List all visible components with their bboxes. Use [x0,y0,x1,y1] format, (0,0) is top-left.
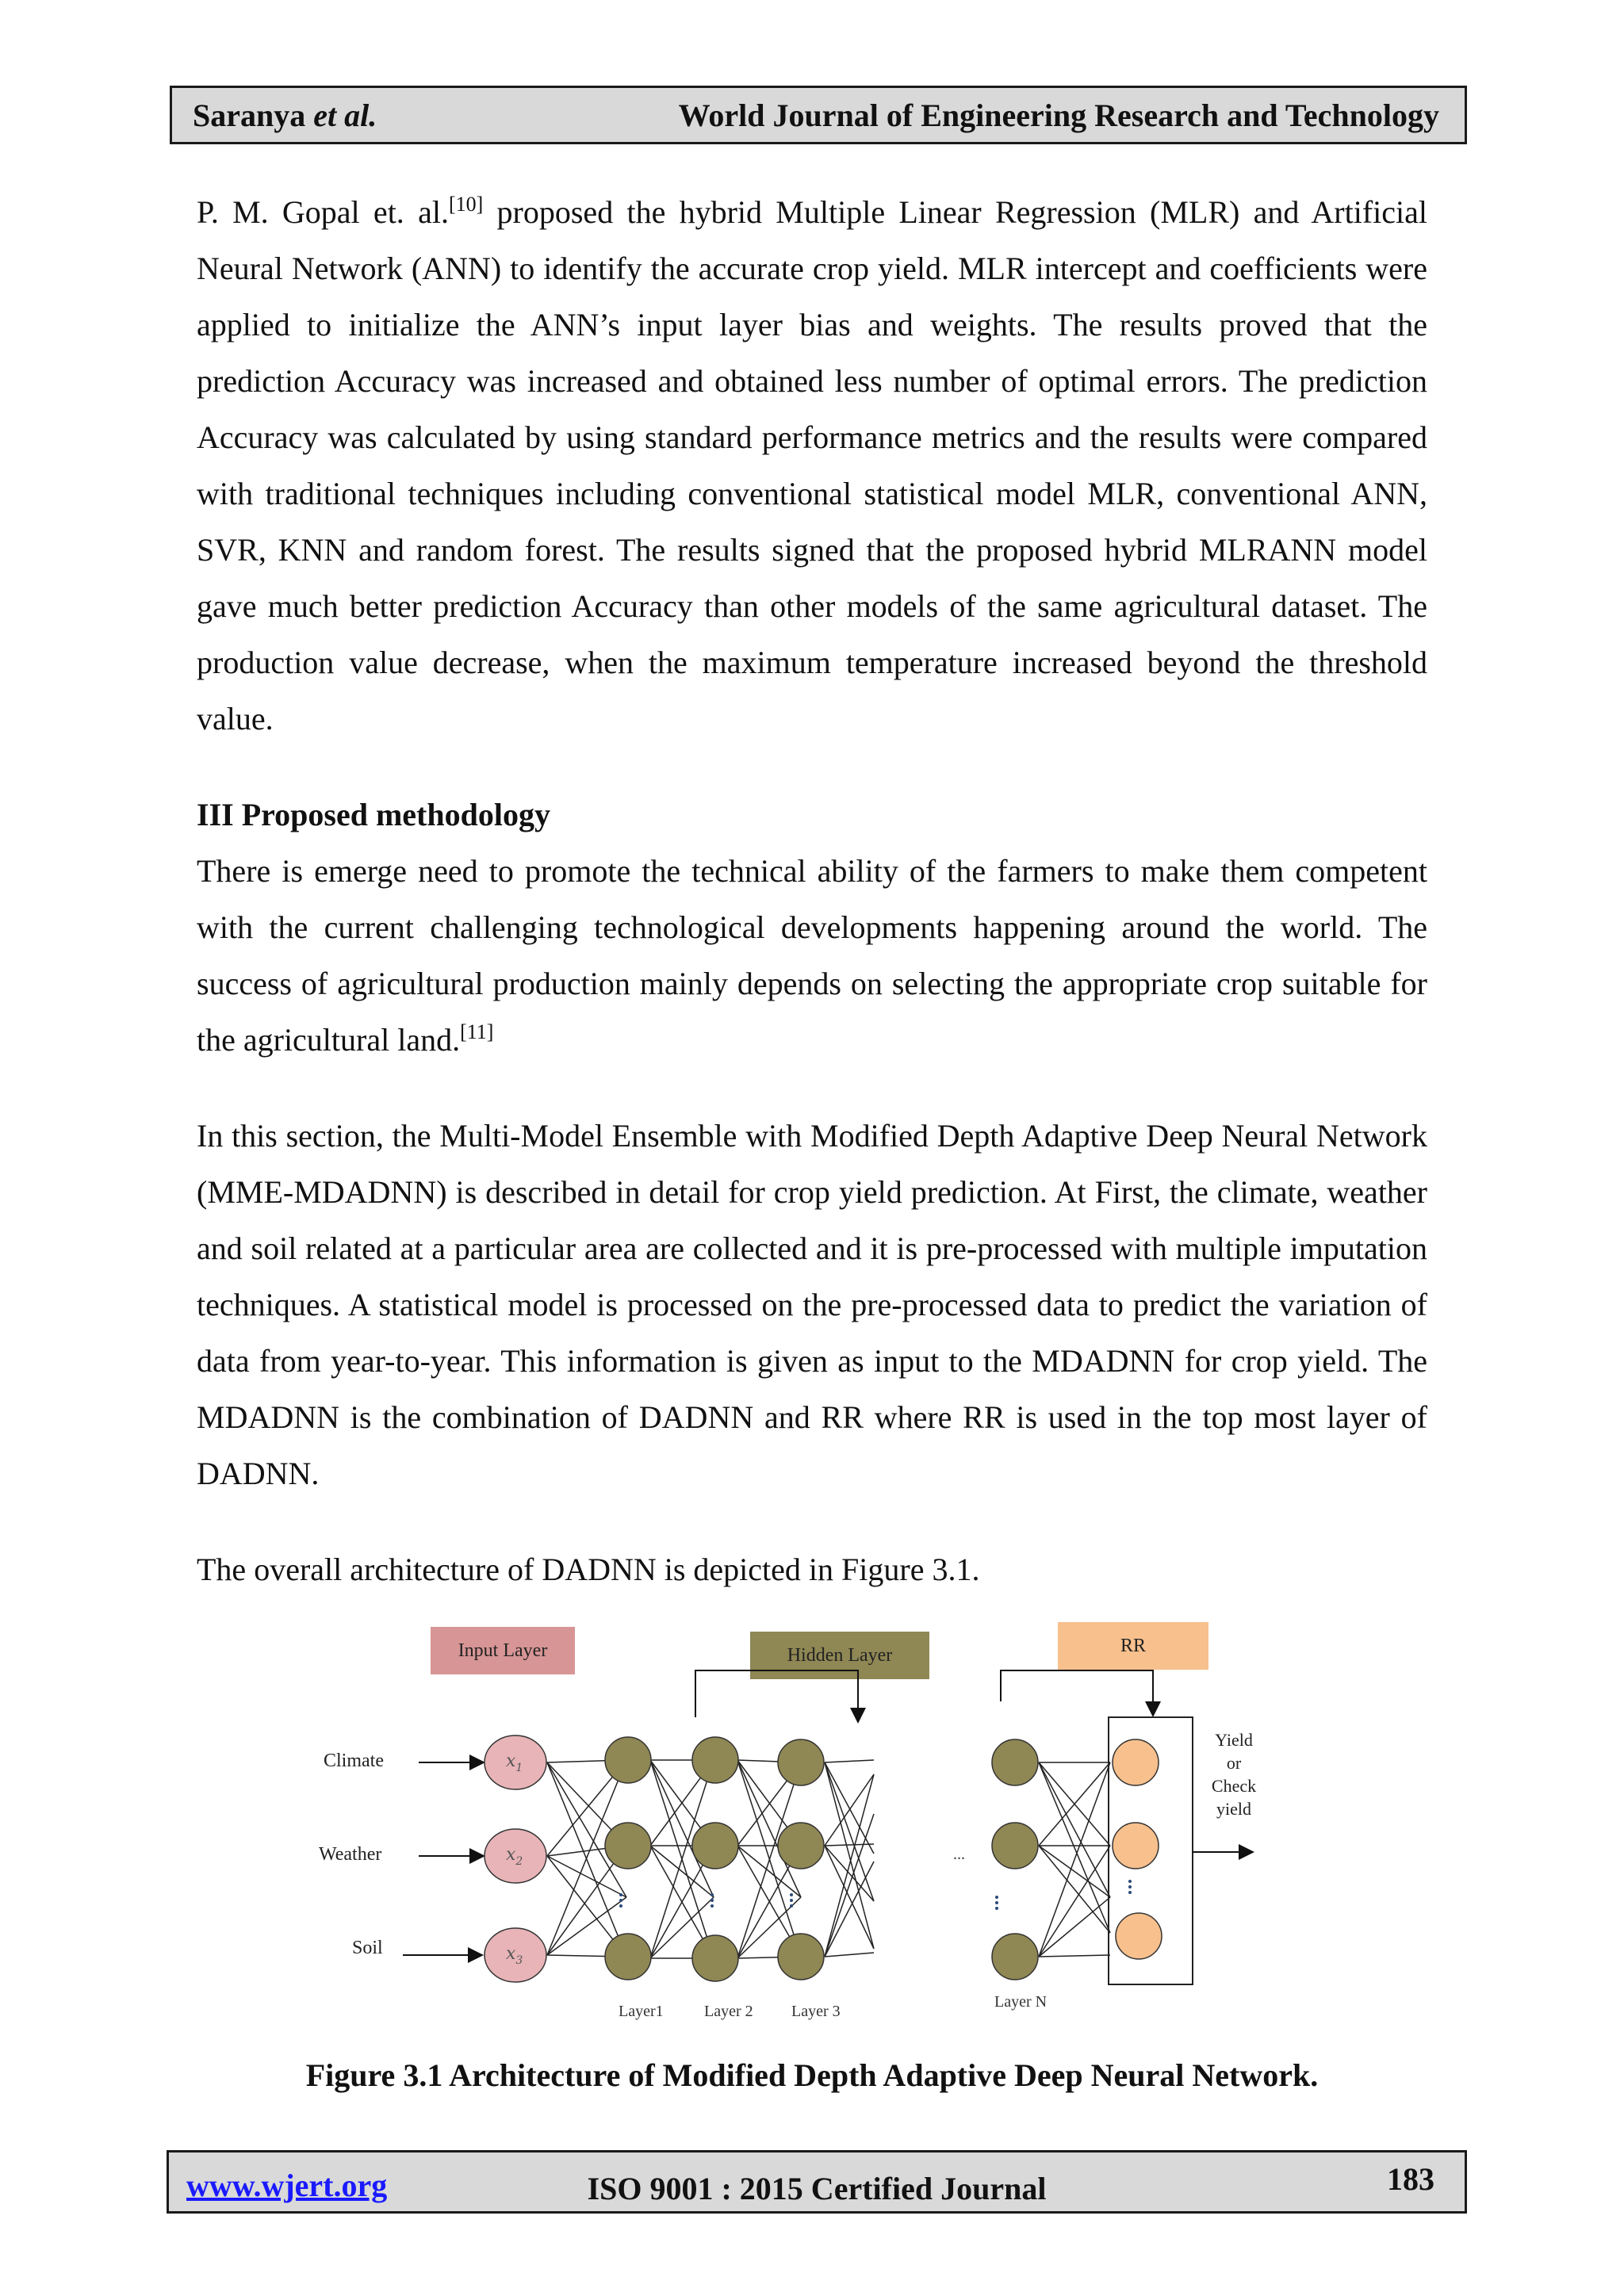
svg-text:x3: $x_3$ [506,1944,523,1967]
layer-ellipsis: ... [953,1846,965,1863]
running-header [170,86,1467,144]
header-journal-title: World Journal of Engineering Research and Technology [678,97,1439,133]
input-label-soil: Soil [352,1938,383,1958]
svg-text:x2: $x_2$ [506,1845,523,1868]
paragraph-related-work: P. M. Gopal et. al.[10] proposed the hybrid Multiple Linear Regression (MLR) and Artificial Neural Network (ANN) to identify the accurate crop yield. MLR intercept and coefficients were applied to initialize the ANN’s input layer bias and weights. The results proved that the prediction Accuracy was increased and obtained less number of optimal errors. The prediction Accuracy was calculated by using standard performance metrics and the results were compared with traditional techniques including conventional statistical model MLR, conventional ANN, SVR, KNN and random forest. The results signed that the proposed hybrid MLRANN model gave much better prediction Accuracy than other models of the same agricultural dataset. The production value decrease, when the maximum temperature increased beyond the threshold value. [197,193,1428,737]
citation-11[interactable]: [11] [460,1020,494,1043]
legend-rr: RR [1058,1622,1208,1670]
legend-input-layer: Input Layer [431,1627,575,1674]
running-footer [167,2150,1467,2214]
layer-label-2: Layer 2 [704,2003,753,2020]
certification-text: ISO 9001 : 2015 Certified Journal [587,2171,1047,2206]
header-author: Saranya et al. [193,97,377,133]
paragraph-figure-reference: The overall architecture of DADNN is depicted in Figure 3.1. [197,1552,980,1587]
journal-website-link[interactable]: www.wjert.org [186,2168,388,2203]
paragraph-mme-mdadnn: In this section, the Multi-Model Ensemble with Modified Depth Adaptive Deep Neural Network (MME-MDADNN) is described in detail for crop yield prediction. At First, the climate, weather and soil related at a particular area are collected and it is pre-processed with multiple imputation techniques. A statistical model is processed on the pre-processed data to predict the variation of data from year-to-year. This information is given as input to the MDADNN for crop yield. The MDADNN is the combination of DADNN and RR where RR is used in the top most layer of DADNN. [197,1118,1427,1491]
network-diagram [301,1616,1332,2028]
rr-nodes [1113,1739,1162,1959]
input-label-climate: Climate [324,1751,384,1771]
citation-10[interactable]: [10] [448,193,484,216]
input-arrows [403,1762,484,1955]
legend-hidden-layer: Hidden Layer [750,1632,929,1679]
input-label-weather: Weather [319,1844,382,1865]
output-label: Yield or Check yield [1211,1730,1257,1819]
svg-text:x1: $x_1$ [506,1751,523,1774]
figure-caption: Figure 3.1 Architecture of Modified Depth Adaptive Deep Neural Network. [305,2057,1319,2093]
layer-label-3: Layer 3 [791,2003,841,2020]
layer-label-n: Layer N [994,1993,1048,2011]
layer-label-1: Layer1 [619,2003,664,2020]
figure-architecture-diagram [301,1616,1332,2028]
page-body [197,184,1427,1598]
section-heading: III Proposed methodology [197,797,550,832]
paragraph-methodology-intro: There is emerge need to promote the technical ability of the farmers to make them competent with the current challenging technological developments happening around the world. The success of agricultural production mainly depends on selecting the appropriate crop suitable for the agricultural land.[11] [197,853,1427,1058]
hidden-nodes [605,1737,1038,1981]
page-number: 183 [1387,2161,1434,2197]
skip-connection-arrows [695,1670,1153,1722]
